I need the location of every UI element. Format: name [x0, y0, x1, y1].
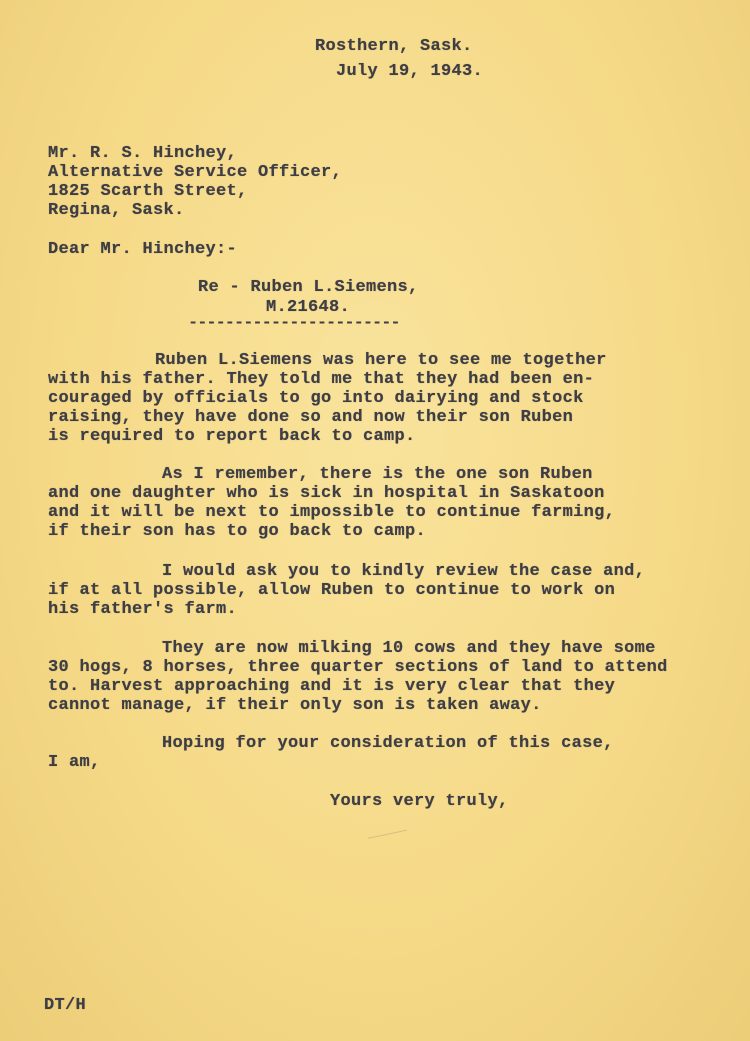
- para3-line3: his father's farm.: [48, 600, 238, 619]
- letter-place: Rosthern, Sask.: [315, 37, 473, 56]
- para2-line4: if their son has to go back to camp.: [48, 522, 427, 541]
- para2-line2: and one daughter who is sick in hospital in Saskatoon: [48, 484, 605, 503]
- para5-line1: Hoping for your consideration of this case,: [162, 734, 614, 753]
- re-number: M.21648.: [266, 298, 351, 317]
- typist-initials: DT/H: [44, 996, 87, 1015]
- para1-line2: with his father. They told me that they had been en-: [48, 370, 595, 389]
- para3-line2: if at all possible, allow Ruben to continue to work on: [48, 581, 616, 600]
- re-underline: -----------------------: [188, 314, 400, 333]
- para4-line4: cannot manage, if their only son is taken away.: [48, 696, 542, 715]
- salutation: Dear Mr. Hinchey:-: [48, 240, 238, 259]
- para1-line1: Ruben L.Siemens was here to see me together: [155, 351, 607, 370]
- para1-line5: is required to report back to camp.: [48, 427, 416, 446]
- para4-line3: to. Harvest approaching and it is very clear that they: [48, 677, 616, 696]
- para4-line2: 30 hogs, 8 horses, three quarter sections of land to attend: [48, 658, 668, 677]
- address-line-1: Mr. R. S. Hinchey,: [48, 144, 238, 163]
- para4-line1: They are now milking 10 cows and they have some: [162, 639, 656, 658]
- letter-date: July 19, 1943.: [336, 62, 484, 81]
- para3-line1: I would ask you to kindly review the case and,: [162, 562, 646, 581]
- address-line-2: Alternative Service Officer,: [48, 163, 343, 182]
- para1-line4: raising, they have done so and now their son Ruben: [48, 408, 574, 427]
- address-line-3: 1825 Scarth Street,: [48, 182, 248, 201]
- para5-line2: I am,: [48, 753, 101, 772]
- para2-line3: and it will be next to impossible to continue farming,: [48, 503, 616, 522]
- closing: Yours very truly,: [330, 792, 509, 811]
- para1-line3: couraged by officials to go into dairying and stock: [48, 389, 584, 408]
- re-line: Re - Ruben L.Siemens,: [198, 278, 419, 297]
- para2-line1: As I remember, there is the one son Ruben: [162, 465, 593, 484]
- faint-signature-mark: [363, 808, 407, 839]
- address-line-4: Regina, Sask.: [48, 201, 185, 220]
